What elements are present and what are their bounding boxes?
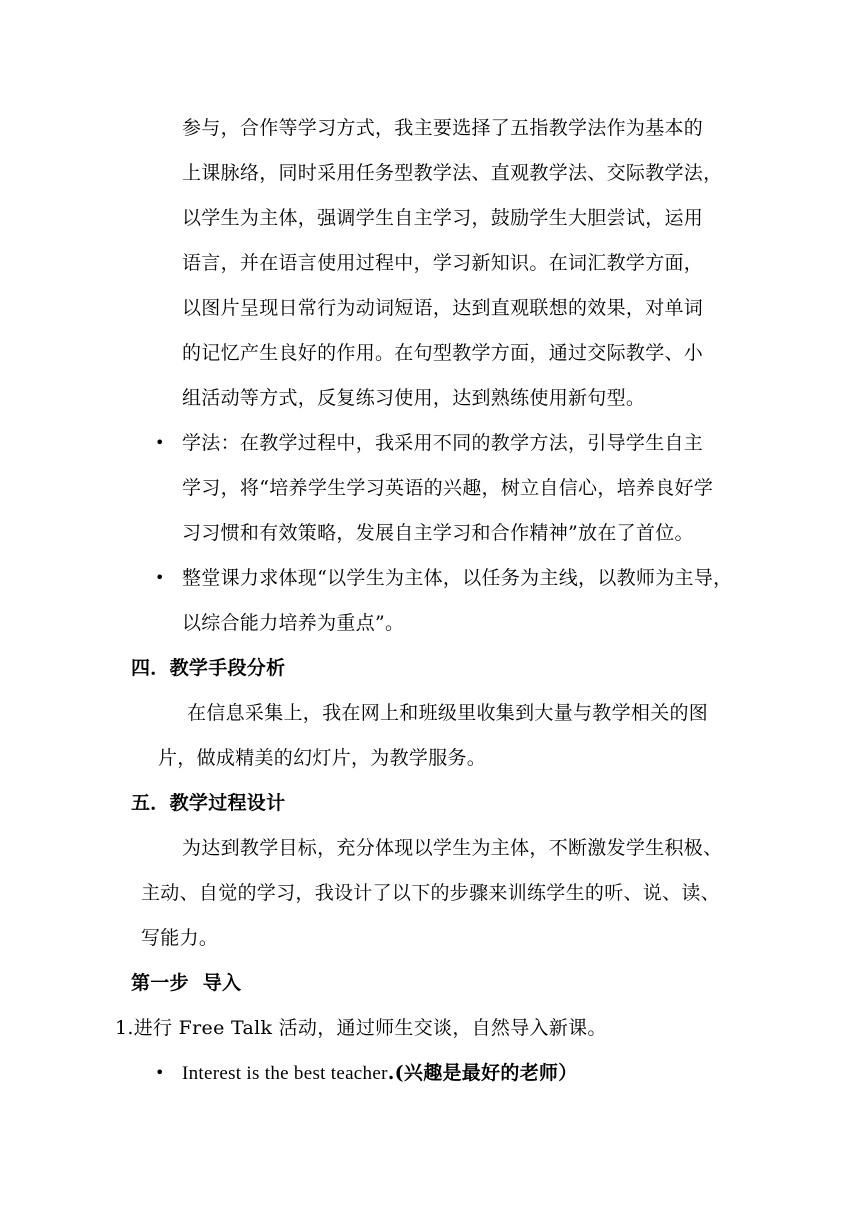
bullet-line: 学习，将“培养学生学习英语的兴趣，树立自信心，培养良好学 xyxy=(182,477,714,499)
section-heading-5: 五．教学过程设计 xyxy=(131,792,286,814)
bullet-marker: • xyxy=(155,568,165,587)
paragraph-line: 参与，合作等学习方式，我主要选择了五指教学法作为基本的 xyxy=(182,117,704,139)
bullet-line: 习习惯和有效策略，发展自主学习和合作精神”放在了首位。 xyxy=(182,522,694,544)
paragraph-line: 以图片呈现日常行为动词短语，达到直观联想的效果，对单词 xyxy=(182,297,704,319)
section5-line: 主动、自觉的学习，我设计了以下的步骤来训练学生的听、说、读、 xyxy=(141,882,721,904)
paragraph-line: 组活动等方式，反复练习使用，达到熟练使用新句型。 xyxy=(182,387,646,409)
step1-bullet-chinese: .(兴趣是最好的老师） xyxy=(387,1062,578,1084)
section5-line: 写能力。 xyxy=(141,927,219,949)
paragraph-line: 语言，并在语言使用过程中，学习新知识。在词汇教学方面， xyxy=(182,252,704,274)
step1-item-1: 1.进行 Free Talk 活动，通过师生交谈，自然导入新课。 xyxy=(115,1017,607,1039)
bullet-marker: • xyxy=(155,1063,165,1082)
section4-line: 片，做成精美的幻灯片，为教学服务。 xyxy=(158,747,487,769)
paragraph-line: 以学生为主体，强调学生自主学习，鼓励学生大胆尝试，运用 xyxy=(182,207,704,229)
paragraph-line: 上课脉络，同时采用任务型教学法、直观教学法、交际教学法， xyxy=(182,162,723,184)
step1-heading: 第一步 导入 xyxy=(131,972,242,994)
step1-bullet-line xyxy=(182,1061,578,1085)
section4-line: 在信息采集上，我在网上和班级里收集到大量与教学相关的图 xyxy=(187,702,709,724)
step1-bullet-english: Interest is the best teacher xyxy=(182,1063,388,1084)
bullet-line: 学法：在教学过程中，我采用不同的教学方法，引导学生自主 xyxy=(182,432,704,454)
bullet-line: 以综合能力培养为重点”。 xyxy=(182,612,405,634)
section5-line: 为达到教学目标，充分体现以学生为主体，不断激发学生积极、 xyxy=(182,837,723,859)
section-heading-4: 四．教学手段分析 xyxy=(131,657,286,679)
paragraph-line: 的记忆产生良好的作用。在句型教学方面，通过交际教学、小 xyxy=(182,342,704,364)
bullet-line: 整堂课力求体现“以学生为主体，以任务为主线，以教师为主导， xyxy=(182,567,733,589)
bullet-marker: • xyxy=(155,433,165,452)
